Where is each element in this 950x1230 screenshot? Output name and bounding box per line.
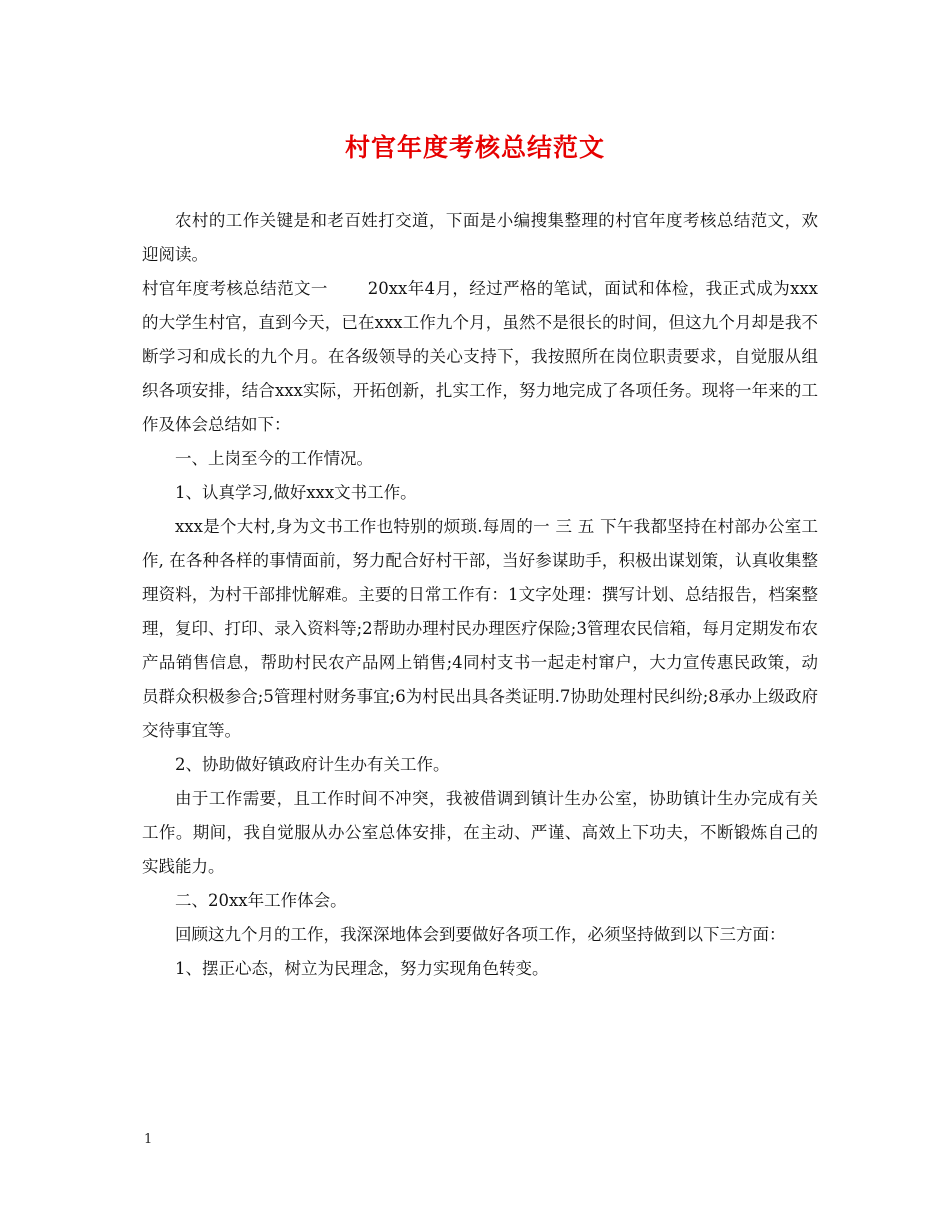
section-one-heading: 一、上岗至今的工作情况。 bbox=[175, 449, 373, 468]
document-title: 村官年度考核总结范文 bbox=[344, 133, 605, 162]
item-one-body: xxx是个大村,身为文书工作也特别的烦琐.每周的一 三 五 下午我都坚持在村部办公室工作, 在各种各样的事情面前，努力配合好村干部，当好参谋助手，积极出谋划策，认真收集整理资料，为村干部排忧解难。主要的日常工作有：1文字处理：撰写计划、总结报告，档案整理，复印、打印、录入资料等;2帮助办理村民办理医疗保险;3管理农民信箱，每月定期发布农产品销售信息，帮助村民农产品网上销售;4同村支书一起走村窜户，大力宣传惠民政策，动员群众积极参合;5管理村财务事宜;6为村民出具各类证明.7协助处理村民纠纷;8承办上级政府交待事宜等。 bbox=[142, 517, 819, 740]
sample-label: 村官年度考核总结范文一 bbox=[142, 279, 328, 298]
item-two-heading: 2、协助做好镇政府计生办有关工作。 bbox=[175, 755, 450, 774]
section-two-heading: 二、20xx年工作体会。 bbox=[175, 891, 347, 910]
page-number: 1 bbox=[144, 1132, 153, 1147]
document-body bbox=[142, 204, 818, 986]
item-one-heading: 1、认真学习,做好xxx文书工作。 bbox=[175, 483, 417, 502]
point-one-paragraph: 1、摆正心态，树立为民理念，努力实现角色转变。 bbox=[175, 959, 549, 978]
sample-paragraph bbox=[142, 272, 818, 442]
reflection-paragraph: 回顾这九个月的工作，我深深地体会到要做好各项工作，必须坚持做到以下三方面： bbox=[175, 925, 786, 944]
item-two-body: 由于工作需要，且工作时间不冲突，我被借调到镇计生办公室，协助镇计生办完成有关工作。期间，我自觉服从办公室总体安排，在主动、严谨、高效上下功夫，不断锻炼自己的实践能力。 bbox=[142, 789, 818, 876]
intro-paragraph: 农村的工作关键是和老百姓打交道，下面是小编搜集整理的村官年度考核总结范文，欢迎阅读。 bbox=[142, 211, 818, 264]
sample-text: 20xx年4月，经过严格的笔试，面试和体检，我正式成为xxx的大学生村官，直到今天，已在xxx工作九个月，虽然不是很长的时间，但这九个月却是我不断学习和成长的九个月。在各级领导的关心支持下，我按照所在岗位职责要求，自觉服从组织各项安排，结合xxx实际，开拓创新，扎实工作，努力地完成了各项任务。现将一年来的工作及体会总结如下： bbox=[142, 279, 818, 434]
